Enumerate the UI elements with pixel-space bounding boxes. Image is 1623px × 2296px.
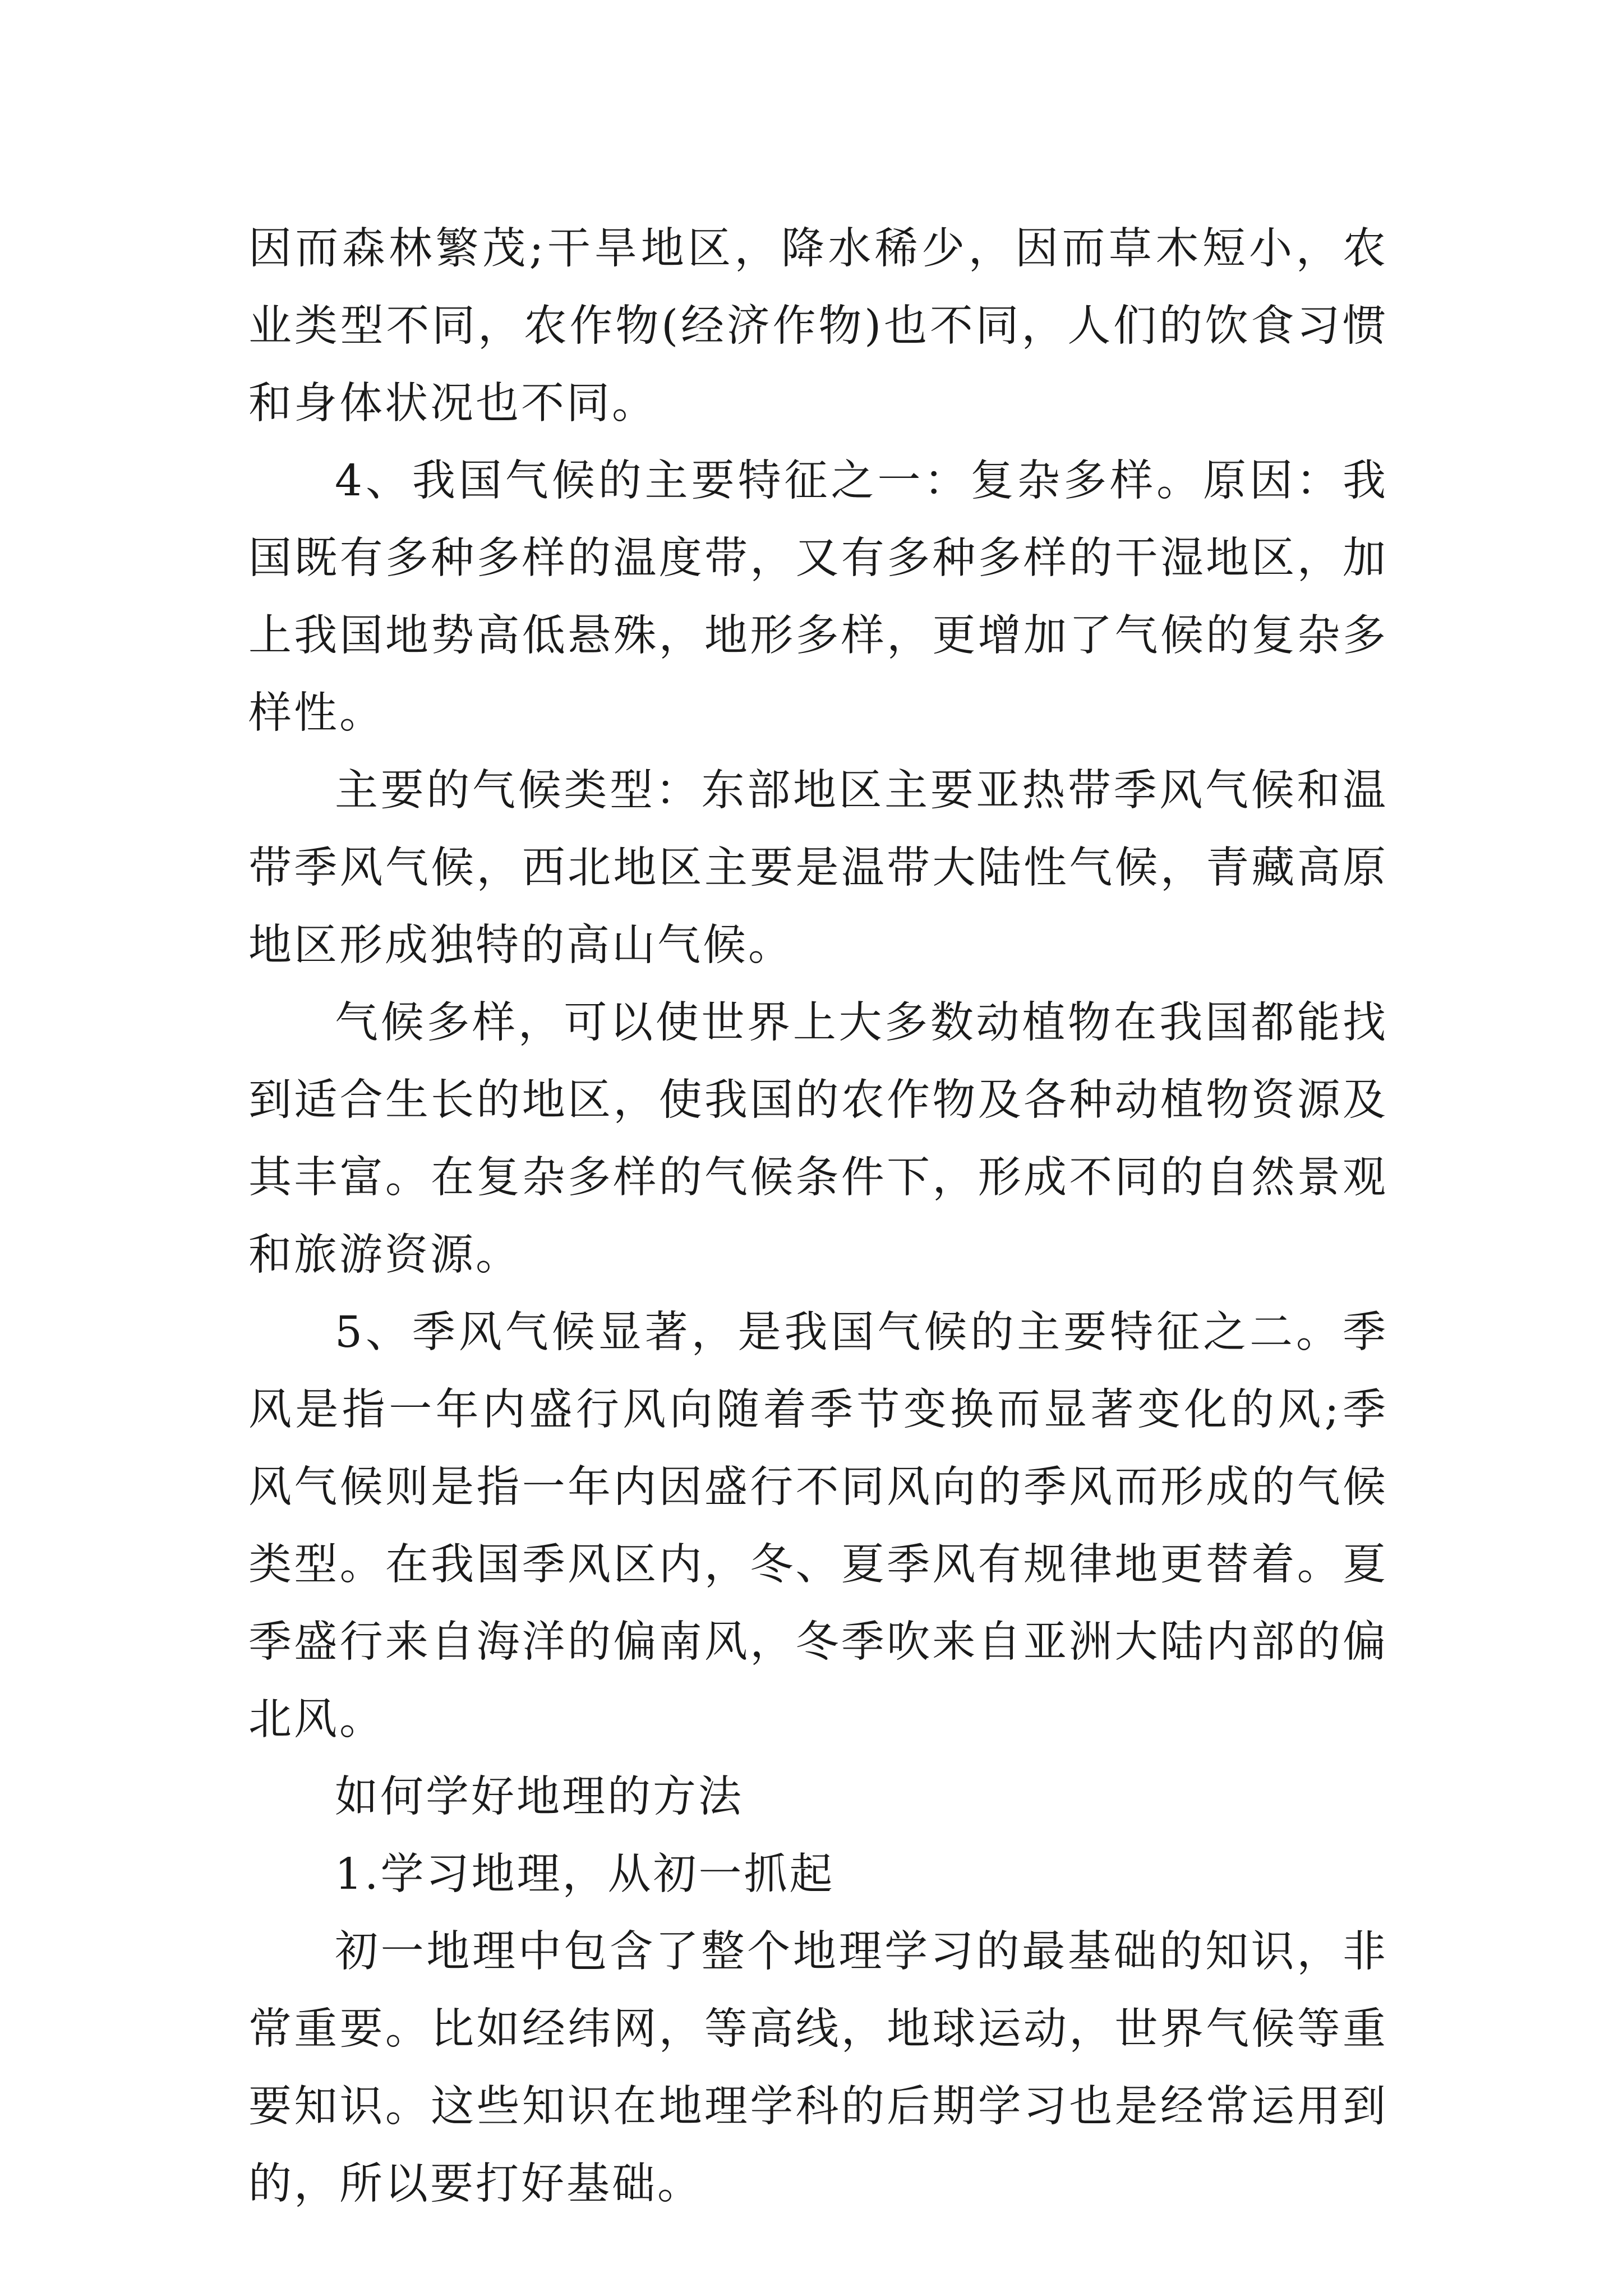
paragraph-grade-one-basics: 初一地理中包含了整个地理学习的最基础的知识，非常重要。比如经纬网，等高线，地球运动，世界气候等重要知识。这些知识在地理学科的后期学习也是经常运用到的，所以要打好基础。	[248, 1927, 1388, 2209]
paragraph-monsoon-climate: 5、季风气候显著，是我国气候的主要特征之二。季风是指一年内盛行风向随着季节变换而显著变化的风;季风气候则是指一年内因盛行不同风向的季风而形成的气候类型。在我国季风区内，冬、夏季风有规律地更替着。夏季盛行来自海洋的偏南风，冬季吹来自亚洲大陆内部的偏北风。	[248, 1308, 1388, 1745]
document-body	[248, 210, 1388, 2223]
section-heading-study-methods: 如何学好地理的方法	[335, 1772, 744, 1822]
subheading-start-grade-one: 1.学习地理，从初一抓起	[335, 1849, 835, 1899]
paragraph-climate-feature-one: 4、我国气候的主要特征之一：复杂多样。原因：我国既有多种多样的温度带，又有多种多样的干湿地区，加上我国地势高低悬殊，地形多样，更增加了气候的复杂多样性。	[248, 456, 1388, 738]
paragraph-climate-types: 主要的气候类型：东部地区主要亚热带季风气候和温带季风气候，西北地区主要是温带大陆性气候，青藏高原地区形成独特的高山气候。	[248, 766, 1388, 970]
paragraph-climate-diversity: 气候多样，可以使世界上大多数动植物在我国都能找到适合生长的地区，使我国的农作物及各种动植物资源及其丰富。在复杂多样的气候条件下，形成不同的自然景观和旅游资源。	[248, 998, 1388, 1280]
paragraph-continuation: 因而森林繁茂;干旱地区，降水稀少，因而草木短小，农业类型不同，农作物(经济作物)也不同，人们的饮食习惯和身体状况也不同。	[248, 224, 1388, 429]
